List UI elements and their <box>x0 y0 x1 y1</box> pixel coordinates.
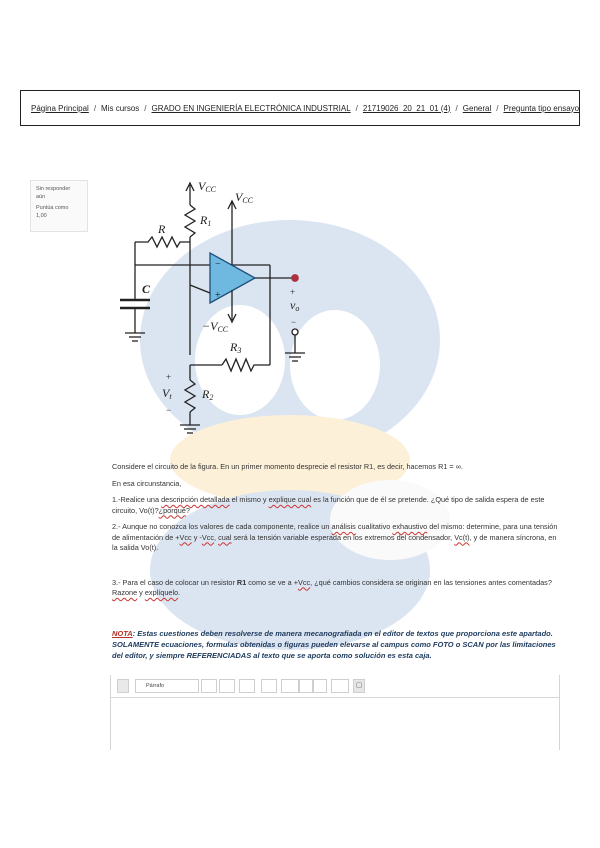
note <box>112 628 562 661</box>
vo-minus: − <box>291 317 297 327</box>
ground-icon <box>285 353 305 361</box>
breadcrumb-separator: / <box>496 103 499 113</box>
label-vcc-top: VCC <box>198 179 217 194</box>
opamp-plus-sign: + <box>215 290 221 301</box>
opamp-minus-sign: − <box>215 259 221 270</box>
editor-toolbar <box>111 675 559 698</box>
question-info-box <box>30 180 88 232</box>
label-vt: Vt <box>162 386 172 401</box>
output-node <box>292 275 298 281</box>
editor-text-area[interactable] <box>111 698 559 750</box>
question-text <box>112 462 562 605</box>
output-ground-node <box>292 329 298 335</box>
resistor-r3 <box>222 359 270 371</box>
link-button[interactable] <box>281 679 299 693</box>
ground-icon <box>180 425 200 433</box>
vt-minus: − <box>166 405 172 415</box>
resistor-r <box>135 237 190 247</box>
vt-plus: + <box>166 372 172 382</box>
question-1: 1.-Realice una descripción detallada el mismo y explique cual es la función que de él se pretende. ¿Qué tipo de salida espera de este circuito, Vo(t)?¿porqué? <box>112 495 545 515</box>
label-vo: vo <box>290 298 300 313</box>
breadcrumb <box>20 90 580 126</box>
circuit-diagram <box>100 175 360 445</box>
label-neg-vcc: −VCC <box>202 319 229 334</box>
numbered-list-button[interactable] <box>261 679 277 693</box>
breadcrumb-course[interactable]: 21719026_20_21_01 (4) <box>362 103 451 113</box>
unlink-button[interactable] <box>299 679 313 693</box>
question-2: 2.- Aunque no conozca los valores de cada componente, realice un análisis cualitativo exhaustivo del mismo: determine, para una tensión de alimentación de +Vcc y -Vcc, cual será la tensión variable esperada en los extremos del condensador, Vc(t), y de manera síncrona, en la salida Vo(t). <box>112 522 558 552</box>
question-points: Puntúa como 1,00 <box>36 205 69 219</box>
media-button[interactable] <box>331 679 349 693</box>
question-3: 3.- Para el caso de colocar un resistor R1 como se ve a +Vcc, ¿qué cambios considera se originan en las tensiones antes comentadas? Razone y explíquelo. <box>112 577 552 597</box>
label-r3: R3 <box>230 340 242 355</box>
question-intro: Considere el circuito de la figura. En un primer momento desprecie el resistor R1, es decir, hacemos R1 = ∞. <box>112 462 463 471</box>
breadcrumb-separator: / <box>355 103 358 113</box>
breadcrumb-degree[interactable]: GRADO EN INGENIERÍA ELECTRÓNICA INDUSTRIAL <box>151 103 351 113</box>
more-tools-icon[interactable]: ▢ <box>353 679 365 693</box>
toolbar-toggle-button[interactable] <box>117 679 129 693</box>
breadcrumb-essay-question[interactable]: Pregunta tipo ensayo <box>503 103 580 113</box>
label-r2: R2 <box>202 387 214 402</box>
plus-input-wire <box>190 285 210 293</box>
label-r: R <box>158 222 166 236</box>
paragraph-format-select[interactable]: Párrafo <box>135 679 199 693</box>
image-button[interactable] <box>313 679 327 693</box>
italic-button[interactable] <box>219 679 235 693</box>
ground-icon <box>125 333 145 341</box>
question-status: Sin responder aún <box>36 186 71 200</box>
note-text: : Estas cuestiones deben resolverse de manera mecanografiada en el editor de textos que proporciona este apartado. SOLAMENTE ecuaciones, formulas obtenidas o figuras pueden elevarse al campus como FOTO o SCAN por las limitaciones del editor, y siempre REFERENCIADAS al texto que se aporta como solución es esta caja. <box>112 629 556 660</box>
breadcrumb-general[interactable]: General <box>462 103 492 113</box>
note-label: NOTA <box>112 629 133 638</box>
breadcrumb-separator: / <box>144 103 147 113</box>
bold-button[interactable] <box>201 679 217 693</box>
label-vcc-opamp: VCC <box>235 190 254 205</box>
vo-plus: + <box>290 287 296 297</box>
label-c: C <box>142 282 151 296</box>
bullet-list-button[interactable] <box>239 679 255 693</box>
breadcrumb-home[interactable]: Página Principal <box>31 103 89 113</box>
label-r1: R1 <box>200 213 212 228</box>
breadcrumb-separator: / <box>93 103 97 113</box>
resistor-r2 <box>185 380 195 412</box>
breadcrumb-my-courses[interactable]: Mis cursos <box>101 103 140 113</box>
question-context: En esa circunstancia, <box>112 478 182 488</box>
answer-editor[interactable] <box>110 675 560 750</box>
resistor-r1 <box>185 205 195 237</box>
breadcrumb-separator: / <box>455 103 458 113</box>
